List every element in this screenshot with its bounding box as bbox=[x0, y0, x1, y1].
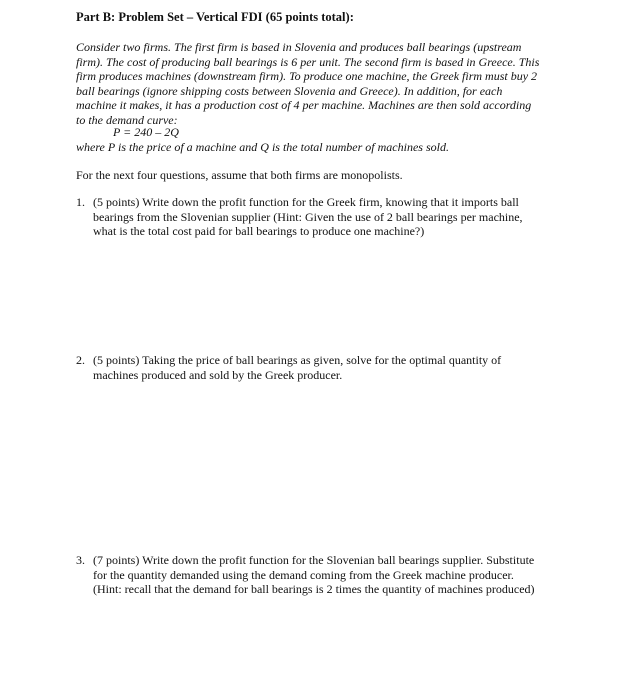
question-line: bearings from the Slovenian supplier (Hint: Given the use of 2 ball bearings per machine, bbox=[93, 209, 523, 224]
intro-line: firm). The cost of producing ball bearings is 6 per unit. The second firm is based in Greece. This bbox=[76, 54, 540, 69]
demand-equation: P = 240 – 2Q bbox=[113, 125, 179, 139]
question-number: 3. bbox=[76, 553, 85, 567]
question-number: 2. bbox=[76, 353, 85, 367]
intro-line: ball bearings (ignore shipping costs between Slovenia and Greece). In addition, for each bbox=[76, 83, 503, 98]
question-line: (Hint: recall that the demand for ball bearings is 2 times the quantity of machines produced) bbox=[93, 582, 535, 596]
question-line: machines produced and sold by the Greek producer. bbox=[93, 367, 343, 382]
intro-line: machine it makes, it has a production cost of 4 per machine. Machines are then sold according bbox=[76, 98, 532, 112]
question-line: for the quantity demanded using the demand coming from the Greek machine producer. bbox=[93, 567, 514, 582]
problem-intro bbox=[76, 40, 566, 127]
question-line: (5 points) Taking the price of ball bearings as given, solve for the optimal quantity of bbox=[93, 353, 502, 367]
question-line: (5 points) Write down the profit function for the Greek firm, knowing that it imports ball bbox=[93, 195, 519, 209]
intro-line: Consider two firms. The first firm is based in Slovenia and produces ball bearings (upstream bbox=[76, 40, 522, 54]
question-text bbox=[93, 553, 573, 597]
equation-explanation: where P is the price of a machine and Q is the total number of machines sold. bbox=[76, 140, 449, 154]
assumption-statement: For the next four questions, assume that both firms are monopolists. bbox=[76, 168, 403, 182]
question-text bbox=[93, 195, 573, 239]
question-text bbox=[93, 353, 573, 382]
question-line: what is the total cost paid for ball bearings to produce one machine?) bbox=[93, 224, 425, 238]
section-heading: Part B: Problem Set – Vertical FDI (65 points total): bbox=[76, 10, 354, 24]
intro-line: to the demand curve: bbox=[76, 112, 178, 127]
question-number: 1. bbox=[76, 195, 85, 209]
intro-line: firm produces machines (downstream firm). To produce one machine, the Greek firm must buy 2 bbox=[76, 69, 538, 83]
question-line: (7 points) Write down the profit function for the Slovenian ball bearings supplier. Substitute bbox=[93, 553, 535, 567]
